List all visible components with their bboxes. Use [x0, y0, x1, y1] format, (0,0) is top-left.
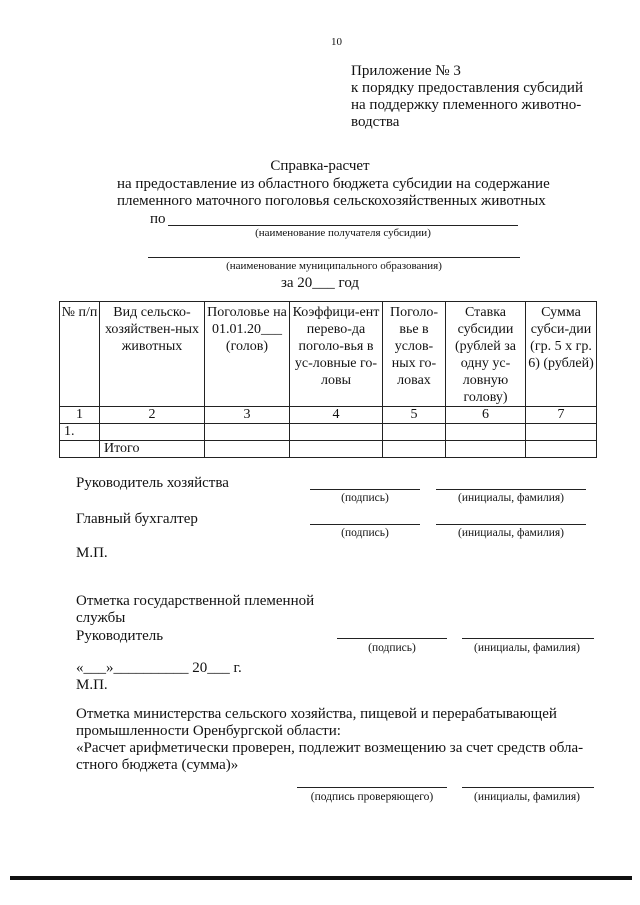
table-row [60, 424, 597, 441]
col-number: 4 [290, 407, 383, 424]
breeding-service-head-label: Руководитель [76, 628, 164, 644]
col-header-headcount: Поголовье на 01.01.20___ (голов) [205, 302, 290, 407]
breeding-service-line-2: службы [76, 610, 126, 626]
year-line: за 20___ год [280, 275, 360, 291]
col-header-sum: Сумма субси-дии (гр. 5 х гр. 6) (рублей) [526, 302, 597, 407]
col-number: 1 [60, 407, 100, 424]
appendix-line-1: к порядку предоставления субсидий [351, 80, 583, 96]
total-label: Итого [100, 441, 205, 458]
breeding-service-line-1: Отметка государственной племенной [76, 593, 315, 609]
table-cell [446, 441, 526, 458]
table-cell [205, 441, 290, 458]
col-header-number: № п/п [60, 302, 100, 407]
ministry-line-2: промышленности Оренбургской области: [76, 723, 341, 739]
col-number: 6 [446, 407, 526, 424]
col-number: 7 [526, 407, 597, 424]
appendix-title: Приложение № 3 [351, 63, 461, 79]
table-column-numbers-row [60, 407, 597, 424]
farm-head-label: Руководитель хозяйства [76, 475, 229, 491]
table-header-row [60, 302, 597, 407]
ministry-line-1: Отметка министерства сельского хозяйства, пищевой и перерабатывающей [76, 706, 557, 722]
stamp-place-1: М.П. [76, 545, 108, 561]
accountant-signature-caption: (подпись) [341, 527, 389, 539]
col-header-animal-type: Вид сельско-хозяйствен-ных животных [100, 302, 205, 407]
breeding-initials-caption: (инициалы, фамилия) [473, 642, 581, 654]
table-cell [446, 424, 526, 441]
table-cell [60, 441, 100, 458]
heading-po: по [150, 211, 166, 227]
table-cell [290, 424, 383, 441]
table-cell [100, 424, 205, 441]
farm-head-signature-line [310, 489, 420, 490]
accountant-initials-caption: (инициалы, фамилия) [457, 527, 565, 539]
page-number: 10 [331, 36, 342, 48]
breeding-signature-caption: (подпись) [368, 642, 416, 654]
checker-signature-caption: (подпись проверяющего) [310, 791, 434, 803]
appendix-line-3: водства [351, 114, 400, 130]
ministry-initials-caption: (инициалы, фамилия) [473, 791, 581, 803]
checker-signature-line [297, 787, 447, 788]
breeding-initials-line [462, 638, 594, 639]
subsidy-table [59, 301, 597, 458]
table-cell [290, 441, 383, 458]
appendix-line-2: на поддержку племенного животно- [351, 97, 582, 113]
table-total-row [60, 441, 597, 458]
table-cell [526, 424, 597, 441]
col-header-coefficient: Коэффици-ент перево-да поголо-вья в ус-ловные го-ловы [290, 302, 383, 407]
farm-head-signature-caption: (подпись) [341, 492, 389, 504]
col-number: 2 [100, 407, 205, 424]
table-cell [526, 441, 597, 458]
table-cell [383, 424, 446, 441]
farm-head-initials-caption: (инициалы, фамилия) [457, 492, 565, 504]
col-header-rate: Ставка субсидии (рублей за одну ус-ловную голову) [446, 302, 526, 407]
table-cell [383, 441, 446, 458]
scan-edge-bar [10, 876, 632, 880]
recipient-line [168, 225, 518, 226]
recipient-caption: (наименование получателя субсидии) [255, 227, 431, 239]
farm-head-initials-line [436, 489, 586, 490]
document-title: Справка-расчет [270, 158, 370, 174]
municipality-line [148, 257, 520, 258]
ministry-line-4: стного бюджета (сумма)» [76, 757, 239, 773]
col-number: 3 [205, 407, 290, 424]
row-number: 1. [60, 424, 100, 441]
breeding-signature-line [337, 638, 447, 639]
col-header-conventional-heads: Поголо-вье в услов-ных го-ловах [383, 302, 446, 407]
table-cell [205, 424, 290, 441]
ministry-initials-line [462, 787, 594, 788]
stamp-place-2: М.П. [76, 677, 108, 693]
ministry-line-3: «Расчет арифметически проверен, подлежит возмещению за счет средств обла- [76, 740, 584, 756]
col-number: 5 [383, 407, 446, 424]
accountant-label: Главный бухгалтер [76, 511, 198, 527]
heading-line-1: на предоставление из областного бюджета субсидии на содержание [117, 176, 550, 192]
heading-line-2: племенного маточного поголовья сельскохозяйственных животных [117, 193, 546, 209]
accountant-signature-line [310, 524, 420, 525]
date-line: «___»__________ 20___ г. [76, 660, 242, 676]
municipality-caption: (наименование муниципального образования) [226, 260, 442, 272]
accountant-initials-line [436, 524, 586, 525]
